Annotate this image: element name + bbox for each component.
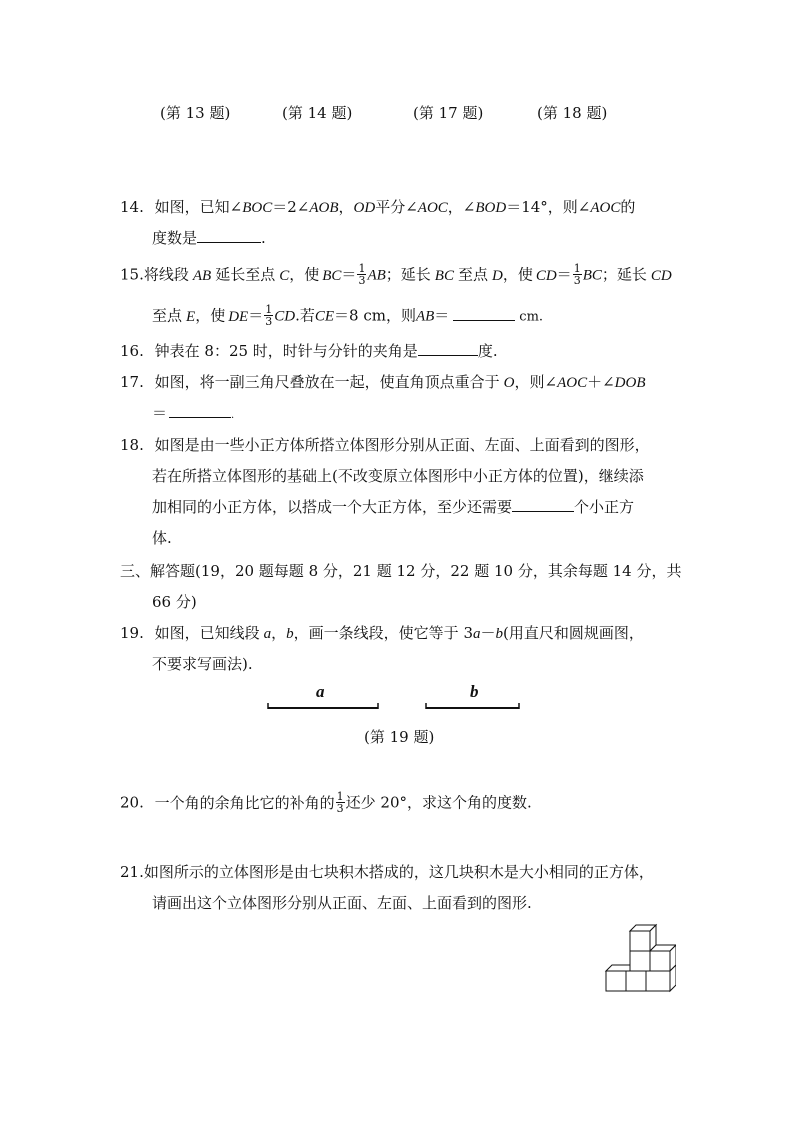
question-17-line-2 <box>152 403 234 426</box>
math-var: a <box>263 626 272 642</box>
question-18-line-3 <box>152 497 634 517</box>
math-var: CE <box>314 308 335 325</box>
math-var: AOC <box>557 375 588 391</box>
segment-b <box>426 703 519 709</box>
caption-q17: (第 17 题) <box>413 104 484 122</box>
question-text: 至点 <box>152 306 183 325</box>
math-var: AB <box>192 267 212 284</box>
question-number: 20. <box>120 793 144 812</box>
question-text: 一个角的余角比它的补角的 <box>154 793 335 812</box>
segments-figure <box>262 680 526 716</box>
fraction-denominator: 3 <box>336 802 344 815</box>
segment-a <box>268 703 378 709</box>
question-text: ＝14°，则∠ <box>506 198 591 216</box>
question-number: 15. <box>120 265 144 284</box>
question-text: 还少 20°，求这个角的度数. <box>345 793 532 812</box>
question-text: 至点 <box>457 265 488 284</box>
question-text: ，使 <box>195 306 226 325</box>
question-text: ，则∠ <box>514 373 558 391</box>
question-text: (用直尺和圆规画图， <box>503 624 644 642</box>
caption-q18: (第 18 题) <box>537 104 608 122</box>
section-header-line-1: 三、解答题(19，20 题每题 8 分，21 题 12 分，22 题 10 分，其余每题 14 分，共 <box>120 562 682 580</box>
question-text: .若 <box>295 306 315 325</box>
math-var: b <box>495 626 504 642</box>
math-var: b <box>286 626 294 642</box>
question-21-line-1 <box>120 862 654 882</box>
question-20 <box>120 792 532 815</box>
math-var: DOB <box>614 375 646 391</box>
question-text: 个小正方 <box>574 498 635 516</box>
question-text: . <box>231 410 235 421</box>
question-text: ＝2∠ <box>272 198 310 216</box>
fraction-one-third <box>573 263 582 286</box>
math-var: AB <box>415 308 435 325</box>
question-18-line-1 <box>120 435 650 455</box>
math-var: BOD <box>475 200 507 216</box>
fraction-one-third <box>264 304 273 327</box>
fraction-numerator: 1 <box>336 790 344 803</box>
question-text: 如图，已知线段 <box>154 624 260 642</box>
math-var: D <box>491 267 503 284</box>
fraction-one-third <box>336 791 345 814</box>
question-text: ＝ <box>152 404 168 422</box>
question-text: ， <box>271 624 287 642</box>
caption-q19: (第 19 题) <box>364 728 435 746</box>
answer-blank[interactable] <box>169 405 231 418</box>
question-15-line-1 <box>120 264 672 287</box>
question-text: ，使 <box>289 265 320 284</box>
question-18-line-4: 体. <box>152 529 172 547</box>
question-text: － <box>480 624 496 642</box>
fraction-denominator: 3 <box>358 274 366 287</box>
fraction-numerator: 1 <box>358 262 366 275</box>
question-number: 18. <box>120 436 144 454</box>
question-14-line-2 <box>152 228 266 248</box>
question-text: ，画一条线段，使它等于 3 <box>293 624 473 642</box>
question-text: ＝ <box>248 306 264 325</box>
fraction-denominator: 3 <box>573 274 581 287</box>
question-15-line-2 <box>152 305 543 328</box>
math-var: DE <box>228 308 249 325</box>
math-var: C <box>279 267 290 284</box>
math-var: BOC <box>242 200 273 216</box>
question-21-line-2: 请画出这个立体图形分别从正面、左面、上面看到的图形. <box>152 894 532 912</box>
math-var: E <box>186 308 196 325</box>
question-text: 如图所示的立体图形是由七块积木搭成的，这几块积木是大小相同的正方体， <box>143 863 654 881</box>
question-19-line-1 <box>120 623 644 644</box>
math-var: CD <box>650 267 672 284</box>
question-18-line-2: 若在所搭立体图形的基础上(不改变原立体图形中小正方体的位置)，继续添 <box>152 467 644 485</box>
answer-blank[interactable] <box>418 343 478 356</box>
fraction-denominator: 3 <box>265 315 273 328</box>
answer-blank[interactable] <box>453 308 515 321</box>
segment-b-label: b <box>470 682 479 701</box>
fraction-one-third <box>357 263 366 286</box>
question-text: ，使 <box>502 265 533 284</box>
question-14-line-1 <box>120 197 635 218</box>
question-16 <box>120 341 498 361</box>
question-text: ＝ <box>341 265 357 284</box>
math-var: AB <box>367 267 386 284</box>
question-19-line-2: 不要求写画法). <box>152 655 253 673</box>
segment-a-label: a <box>316 682 325 701</box>
question-text: . <box>261 229 266 247</box>
answer-blank[interactable] <box>197 230 261 243</box>
question-text: ＋∠ <box>587 373 615 391</box>
question-text: cm. <box>519 309 544 325</box>
math-var: AOC <box>590 200 621 216</box>
question-text: ＝8 cm，则 <box>334 306 416 325</box>
math-var: O <box>503 375 515 391</box>
question-number: 17. <box>120 373 144 391</box>
math-var: OD <box>353 200 376 216</box>
math-var: BC <box>322 267 342 284</box>
question-text: ＝ <box>556 265 572 284</box>
question-text: 延长至点 <box>215 265 276 284</box>
question-text: 如图是由一些小正方体所搭立体图形分别从正面、左面、上面看到的图形， <box>154 436 650 454</box>
caption-q14: (第 14 题) <box>282 104 353 122</box>
math-var: BC <box>434 267 454 284</box>
question-text: ， <box>338 198 354 216</box>
question-text: ，∠ <box>447 198 476 216</box>
question-text: 度数是 <box>152 229 198 247</box>
question-text: 度. <box>477 342 498 360</box>
question-17-line-1 <box>120 372 645 393</box>
answer-blank[interactable] <box>512 499 574 512</box>
question-text: ＝ <box>434 306 450 325</box>
question-text: 平分∠ <box>375 198 418 216</box>
question-text: 如图，将一副三角尺叠放在一起，使直角顶点重合于 <box>154 373 500 391</box>
math-var: CD <box>274 308 296 325</box>
question-text: 钟表在 8：25 时，时针与分针的夹角是 <box>154 342 418 360</box>
question-text: 的 <box>620 198 636 216</box>
math-var: a <box>473 626 481 642</box>
fraction-numerator: 1 <box>573 262 581 275</box>
math-var: CD <box>535 267 557 284</box>
question-text: ；延长 <box>601 265 647 284</box>
math-var: AOC <box>417 200 448 216</box>
fraction-numerator: 1 <box>265 303 273 316</box>
question-text: ；延长 <box>385 265 431 284</box>
cube-stack-figure <box>600 922 676 996</box>
question-number: 19. <box>120 624 144 642</box>
math-var: BC <box>582 267 602 284</box>
question-number: 14. <box>120 198 144 216</box>
question-text: 加相同的小正方体，以搭成一个大正方体，至少还需要 <box>152 498 513 516</box>
question-number: 21. <box>120 863 144 881</box>
question-text: 将线段 <box>143 265 189 284</box>
question-number: 16. <box>120 342 144 360</box>
caption-q13: (第 13 题) <box>160 104 231 122</box>
question-text: 如图，已知∠ <box>154 198 243 216</box>
section-header-line-2: 66 分) <box>152 593 197 611</box>
math-var: AOB <box>309 200 339 216</box>
